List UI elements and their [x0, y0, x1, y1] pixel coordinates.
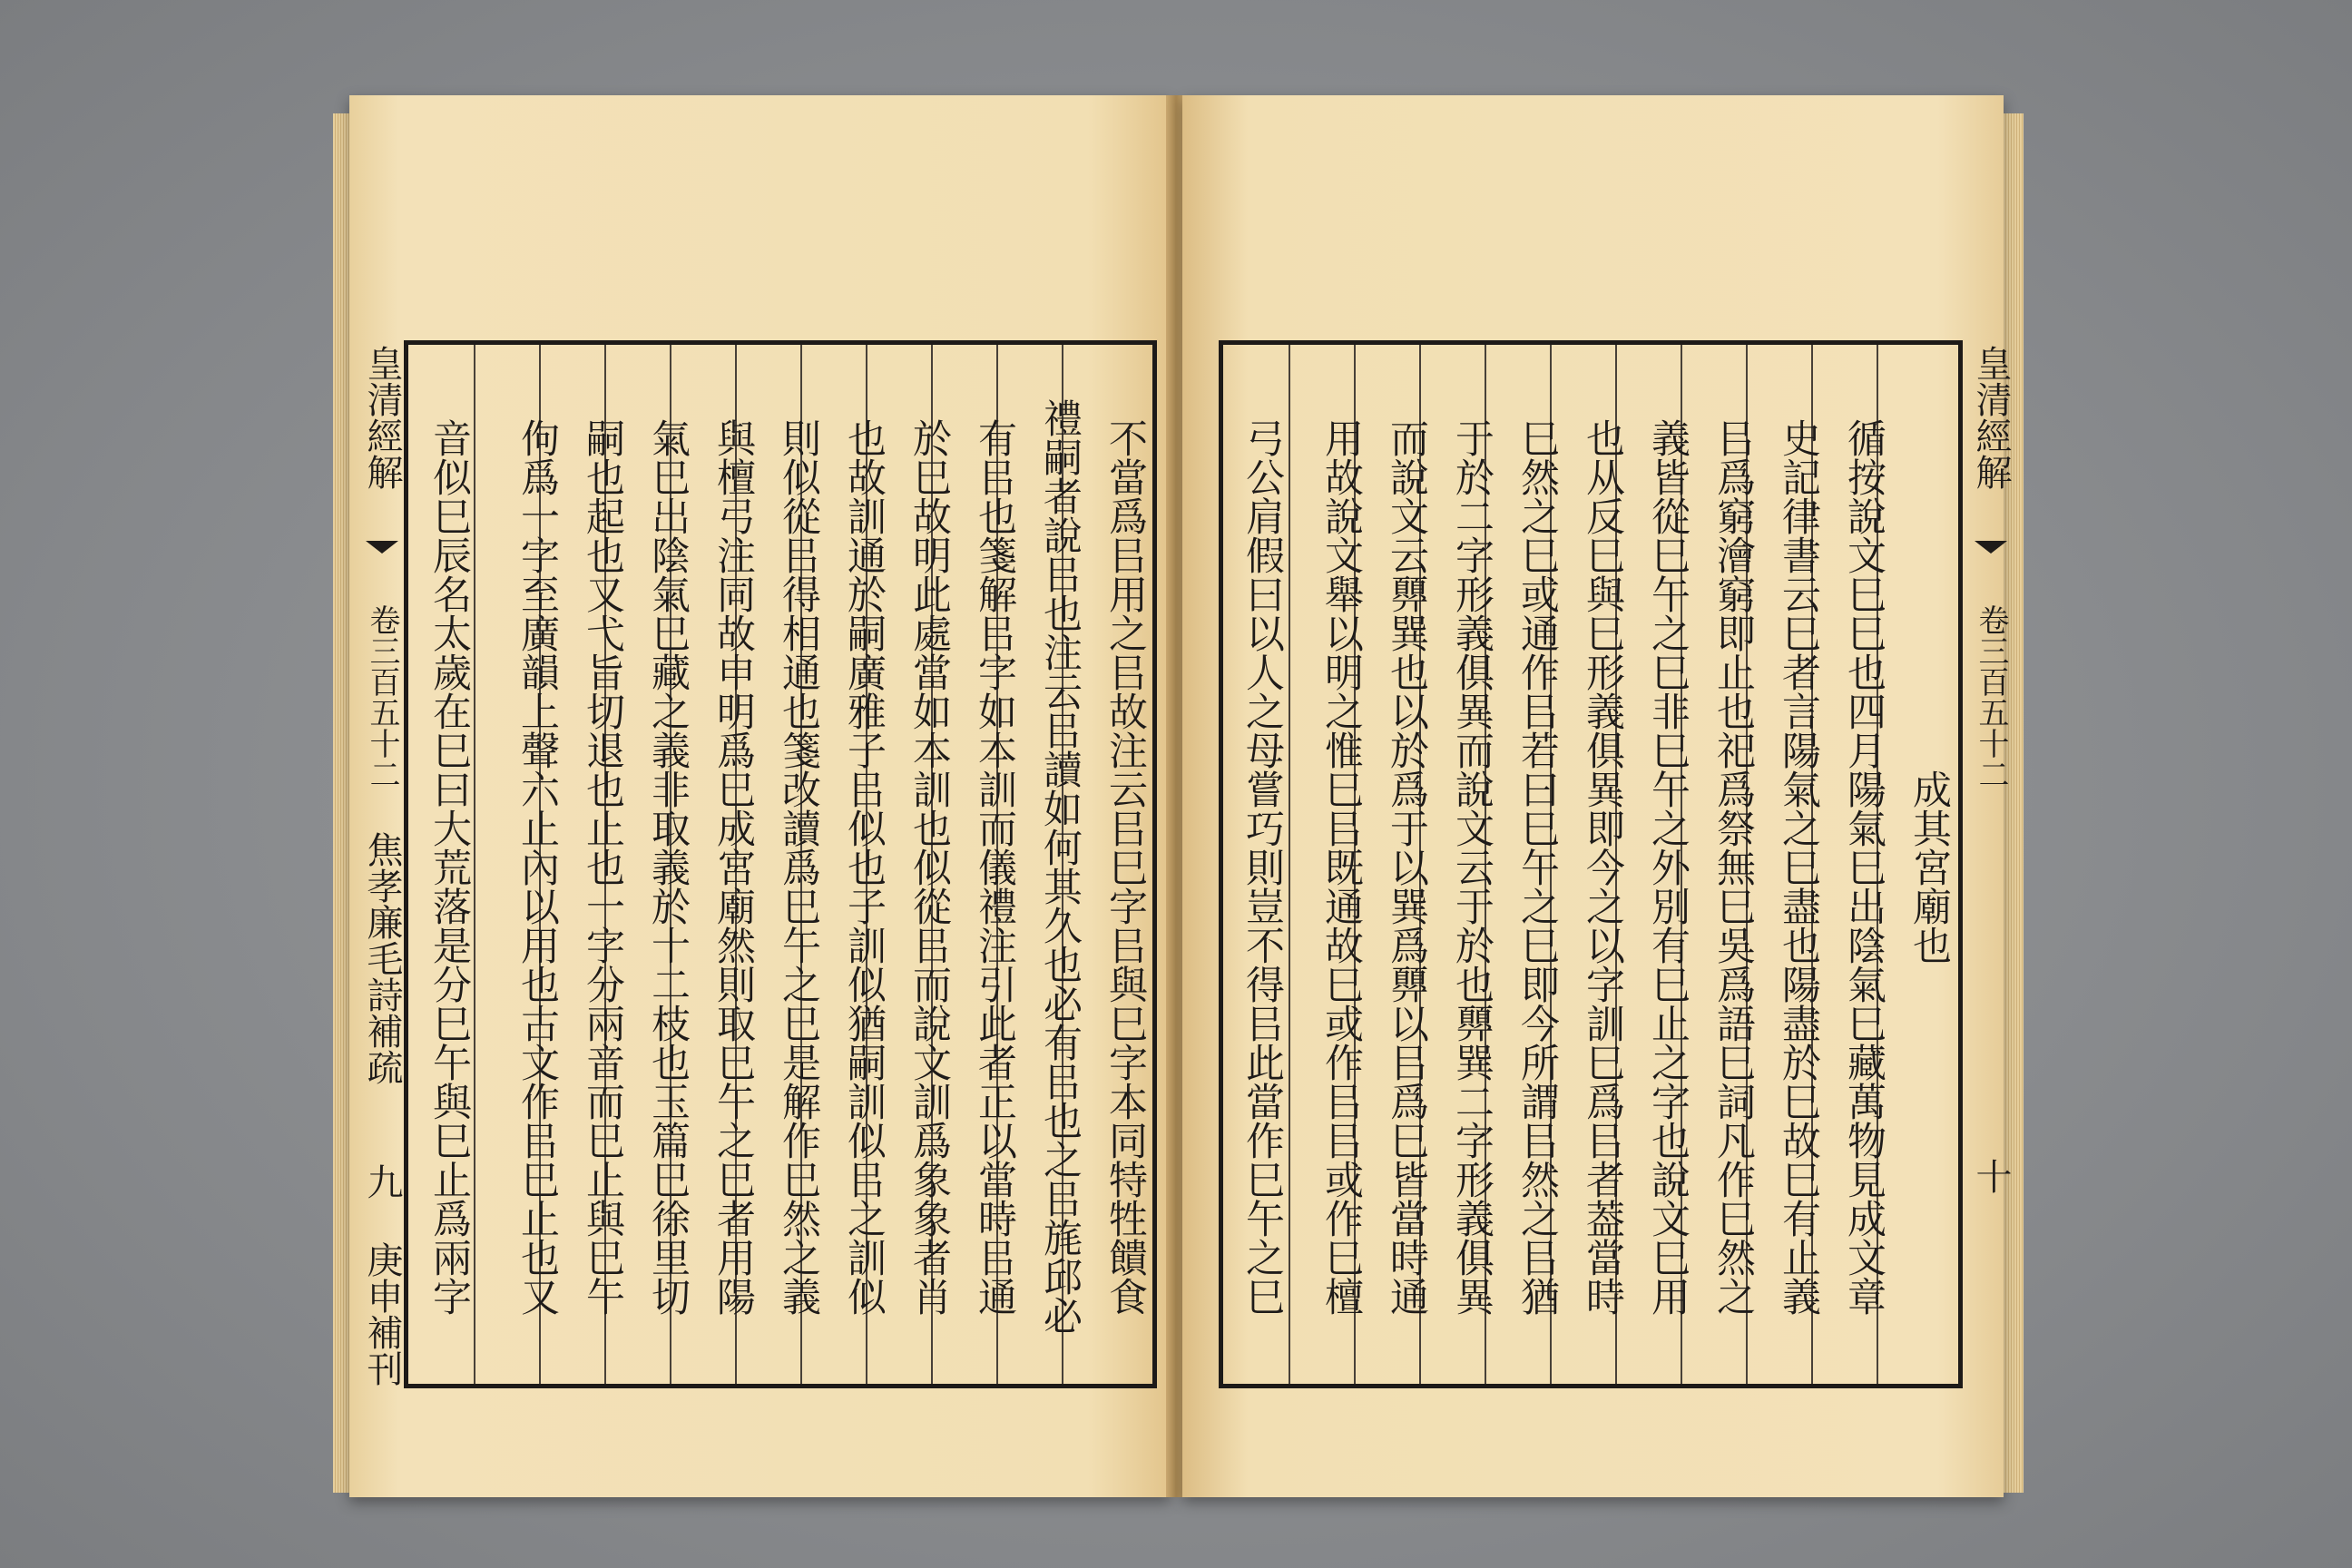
- column-rule: [474, 345, 475, 1384]
- right-margin-page: 十: [1970, 1158, 2012, 1194]
- text-column: 巳然之巳或通作㠯若曰巳午之巳即今所謂㠯然之㠯猶: [1514, 417, 1560, 1316]
- open-book: [349, 95, 2014, 1511]
- text-column: 義皆從巳午之巳非巳午之外別有巳止之字也說文巳用: [1645, 417, 1690, 1316]
- text-column: 有㠯也箋解㠯字如本訓而儀禮注引此者正以當時㠯通: [972, 417, 1017, 1316]
- text-column: 成其宮廟也: [1906, 769, 1952, 965]
- text-column: 禮嗣者說㠯也注云㠯讀如何其久也必有㠯也之㠯旄邱必: [1037, 398, 1083, 1335]
- text-column: 嗣也起也又弋旨切退也止也一字分兩音而巳止與巳午: [580, 417, 625, 1316]
- right-fold-margin: [1958, 345, 2013, 1388]
- fish-tail-mark-icon: [1975, 541, 2007, 554]
- text-column: 不當爲㠯用之㠯故注云㠯巳字㠯與巳字本同特牲饋食: [1102, 417, 1148, 1316]
- left-margin-page: 九: [361, 1163, 403, 1200]
- right-margin-volume: 卷三百五十二: [1973, 604, 2009, 789]
- text-column: 而說文云顨巽也以於爲于以巽爲顨以㠯爲巳皆當時通: [1384, 417, 1429, 1316]
- text-column: 弓公肩假曰以人之母嘗巧則豈不得㠯此當作巳午之巳: [1240, 417, 1285, 1316]
- left-margin-footer: 庚申補刊: [361, 1241, 403, 1387]
- text-column: 於巳故明此處當如本訓也似從㠯而說文訓爲象象者肖: [906, 417, 952, 1316]
- text-column: 于於二字形義俱異而說文云于於也顨巽二字形義俱異: [1449, 417, 1494, 1316]
- right-page: [1182, 95, 2012, 1497]
- text-column: 循按說文巳巳也四月陽氣巳出陰氣巳藏萬物見成文章: [1841, 417, 1886, 1316]
- text-column: 氣巳出陰氣巳藏之義非取義於十二枝也玉篇巳徐里切: [645, 417, 691, 1316]
- text-column: 與檀弓注同故申明爲巳成宮廟然則取巳午之巳者用陽: [710, 417, 756, 1316]
- left-margin-book: 焦孝廉毛詩補疏: [361, 831, 403, 1085]
- text-column: 也从反巳與巳形義俱異即今之以字訓巳爲㠯者葢當時: [1580, 417, 1625, 1316]
- text-column: 佝爲一字至廣韻上聲六止內以用也古文作㠯巳止也又: [514, 417, 560, 1316]
- left-margin-volume: 卷三百五十二: [364, 604, 400, 789]
- text-column: 㠯爲窮澮窮即止也祀爲祭無巳吳爲語巳詞凡作巳然之: [1710, 417, 1756, 1316]
- text-column: 則似從㠯得相通也箋改讀爲巳午之巳是解作巳然之義: [776, 417, 821, 1316]
- left-fold-margin: [349, 345, 404, 1388]
- text-column: 也故訓通於嗣廣雅子㠯似也子訓似猶嗣訓似㠯之訓似: [841, 417, 887, 1316]
- left-page: [349, 95, 1171, 1497]
- left-text-frame: [404, 340, 1157, 1388]
- fish-tail-mark-icon: [366, 541, 398, 554]
- column-rule: [1289, 345, 1290, 1384]
- text-column: 史記律書云巳者言陽氣之巳盡也陽盡於巳故巳有止義: [1776, 417, 1821, 1316]
- right-margin-title: 皇清經解: [1970, 345, 2012, 490]
- text-column: 用故說文舉以明之惟巳㠯既通故巳或作㠯㠯或作巳檀: [1318, 417, 1364, 1316]
- text-column: 音似巳辰名太歲在巳曰大荒落是分巳午與巳止爲兩字: [426, 417, 472, 1316]
- right-text-frame: [1219, 340, 1963, 1388]
- left-margin-title: 皇清經解: [361, 345, 403, 490]
